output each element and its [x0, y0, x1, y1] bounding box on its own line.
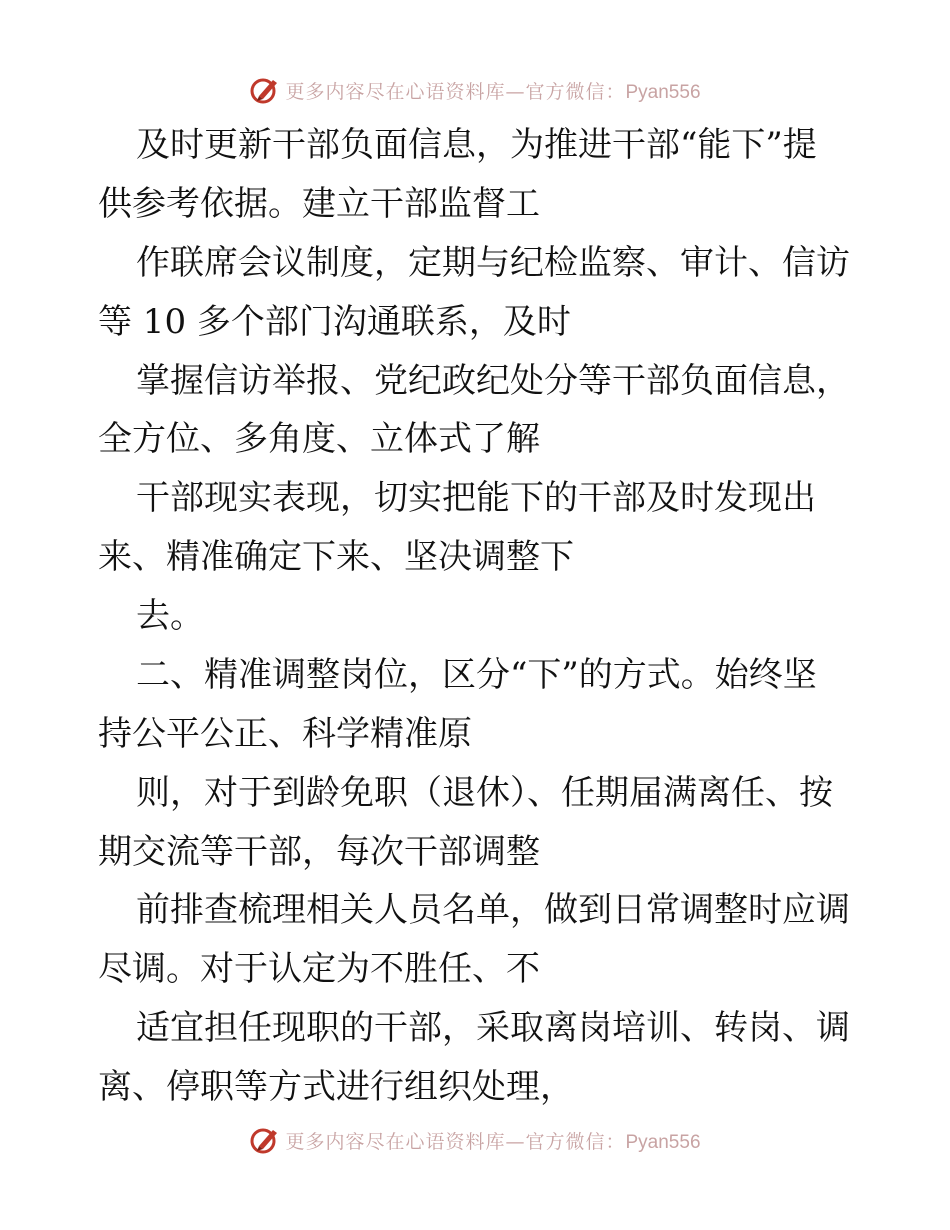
text-line: 适宜担任现职的干部，采取离岗培训、转岗、调 — [136, 1008, 850, 1048]
text-line: 全方位、多角度、立体式了解 — [98, 419, 540, 459]
text-line: 前排查梳理相关人员名单，做到日常调整时应调 — [136, 890, 850, 930]
text-line: 等 10 多个部门沟通联系，及时 — [98, 302, 571, 342]
footer-banner — [0, 1120, 950, 1160]
text-line: 作联席会议制度，定期与纪检监察、审计、信访 — [136, 243, 850, 283]
text-line: 干部现实表现，切实把能下的干部及时发现出 — [136, 478, 816, 518]
footer-account: Pyan556 — [625, 1131, 701, 1153]
text-line: 掌握信访举报、党纪政纪处分等干部负面信息， — [136, 361, 850, 401]
text-line: 供参考依据。建立干部监督工 — [98, 184, 540, 224]
text-line: 期交流等干部，每次干部调整 — [98, 832, 540, 872]
text-line: 去。 — [136, 596, 204, 636]
footer-brand-text: 更多内容尽在心语资料库—官方微信：Pyan556 — [285, 1130, 701, 1153]
text-line: 尽调。对于认定为不胜任、不 — [98, 949, 540, 989]
header-brand-text: 更多内容尽在心语资料库—官方微信：Pyan556 — [285, 80, 701, 103]
header-account: Pyan556 — [625, 81, 701, 103]
text-line: 来、精准确定下来、坚决调整下 — [98, 537, 574, 577]
text-line: 及时更新干部负面信息，为推进干部“能下”提 — [136, 125, 817, 165]
text-line: 持公平公正、科学精准原 — [98, 714, 472, 754]
text-line: 则，对于到龄免职（退休）、任期届满离任、按 — [136, 773, 833, 813]
pen-circle-logo-icon — [249, 1124, 281, 1156]
text-line: 二、精准调整岗位，区分“下”的方式。始终坚 — [136, 655, 817, 695]
text-line: 离、停职等方式进行组织处理， — [98, 1067, 574, 1107]
